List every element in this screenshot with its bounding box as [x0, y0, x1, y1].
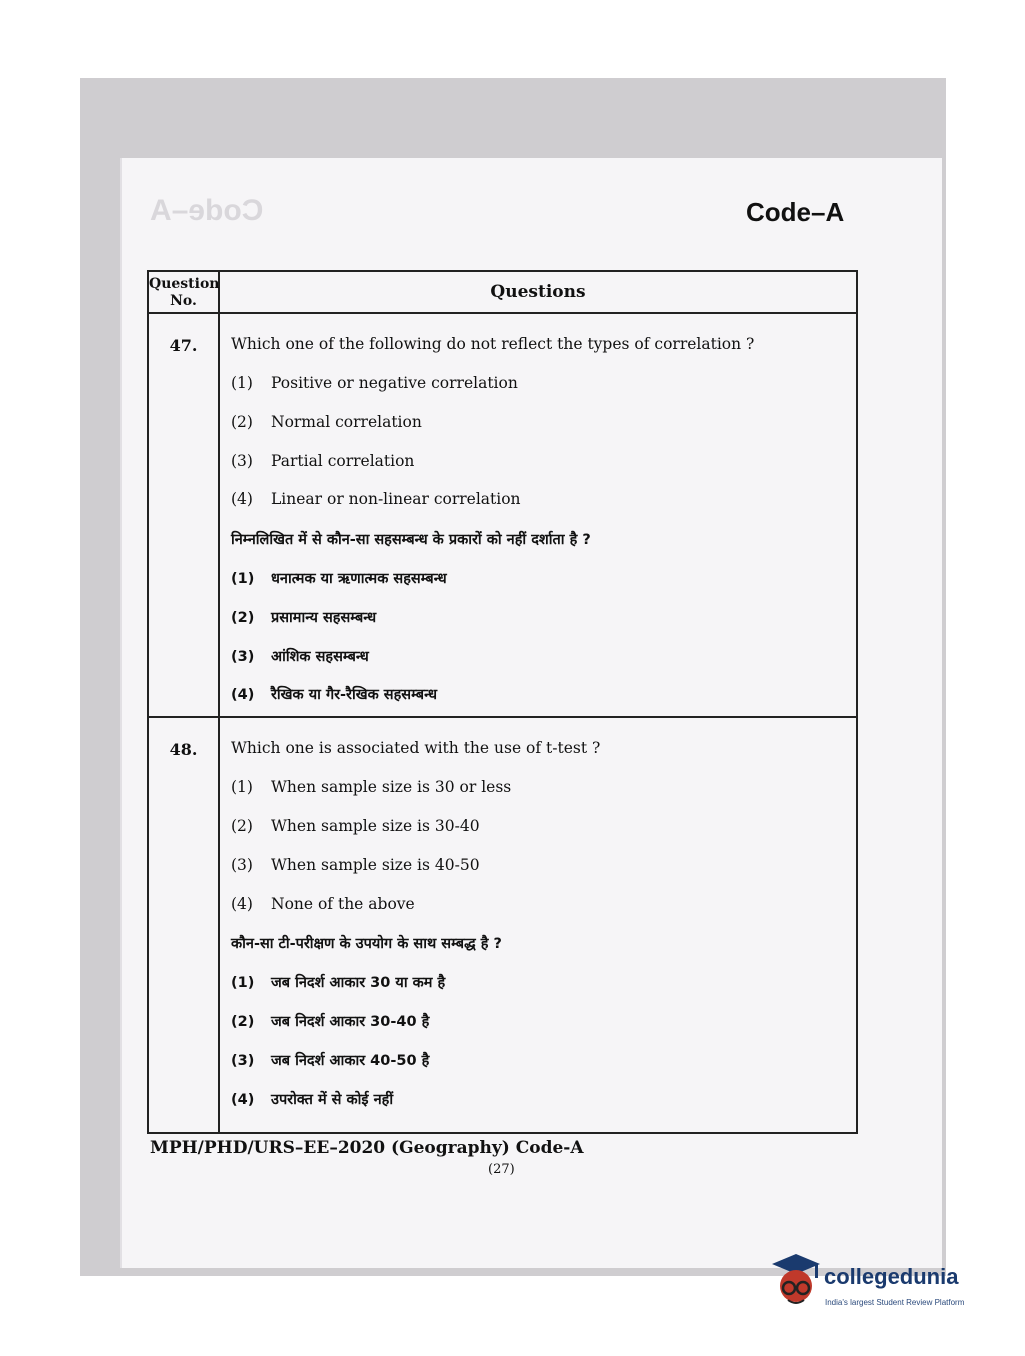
bleed-through-code: Code–A — [150, 194, 264, 227]
page-number: (27) — [488, 1162, 515, 1177]
question-text-en: Which one of the following do not reflect the types of correlation ? — [231, 335, 755, 353]
option-en — [231, 778, 511, 796]
option-text: धनात्मक या ऋणात्मक सहसम्बन्ध — [271, 571, 447, 587]
option-hi — [231, 646, 369, 666]
option-hi — [231, 684, 437, 704]
option-number: (1) — [231, 571, 255, 587]
option-text: जब निदर्श आकार 30 या कम है — [271, 975, 446, 991]
option-en — [231, 490, 521, 508]
option-text: Positive or negative correlation — [271, 374, 518, 392]
option-number: (1) — [231, 778, 253, 796]
option-number: (2) — [231, 413, 253, 431]
option-number: (1) — [231, 975, 255, 991]
column-divider — [218, 272, 220, 1132]
option-text: Normal correlation — [271, 413, 422, 431]
option-number: (4) — [231, 687, 255, 703]
option-hi — [231, 568, 447, 588]
option-number: (3) — [231, 1053, 255, 1069]
option-text: When sample size is 30 or less — [271, 778, 512, 796]
option-en — [231, 374, 518, 392]
option-en — [231, 413, 422, 431]
option-hi — [231, 1089, 393, 1109]
row-divider — [149, 716, 856, 718]
option-number: (3) — [231, 649, 255, 665]
graduate-mascot-icon — [766, 1250, 822, 1314]
option-text: When sample size is 40-50 — [271, 856, 480, 874]
collegedunia-logo[interactable] — [766, 1250, 996, 1320]
header-divider — [149, 312, 856, 314]
option-text: जब निदर्श आकार 40-50 है — [271, 1053, 430, 1069]
column-header-questions: Questions — [490, 282, 586, 302]
column-header-question-no: Question No. — [149, 276, 220, 309]
option-number: (2) — [231, 610, 255, 626]
option-en — [231, 895, 415, 913]
option-en — [231, 856, 480, 874]
option-number: (1) — [231, 374, 253, 392]
paper-code: Code–A — [746, 197, 845, 227]
option-number: (4) — [231, 895, 253, 913]
question-number: 47. — [169, 336, 198, 355]
logo-tagline: India's largest Student Review Platform — [825, 1298, 965, 1307]
option-text: आंशिक सहसम्बन्ध — [271, 649, 369, 665]
question-number: 48. — [169, 740, 198, 759]
question-table — [147, 270, 858, 1134]
option-number: (4) — [231, 490, 253, 508]
option-text: जब निदर्श आकार 30-40 है — [271, 1014, 430, 1030]
option-hi — [231, 607, 376, 627]
option-hi — [231, 1011, 429, 1031]
option-text: None of the above — [271, 895, 415, 913]
exam-footer: MPH/PHD/URS–EE–2020 (Geography) Code-A — [150, 1138, 584, 1158]
question-text-hi: निम्नलिखित में से कौन-सा सहसम्बन्ध के प्रकारों को नहीं दर्शाता है ? — [231, 532, 591, 548]
option-en — [231, 817, 480, 835]
option-en — [231, 452, 414, 470]
option-hi — [231, 972, 445, 992]
option-number: (2) — [231, 817, 253, 835]
option-hi — [231, 1050, 429, 1070]
question-text-en: Which one is associated with the use of t-test ? — [231, 739, 601, 757]
option-text: Linear or non-linear correlation — [271, 490, 521, 508]
option-text: When sample size is 30-40 — [271, 817, 480, 835]
option-number: (3) — [231, 452, 253, 470]
option-text: Partial correlation — [271, 452, 415, 470]
option-text: रैखिक या गैर-रैखिक सहसम्बन्ध — [271, 687, 438, 703]
logo-wordmark: collegedunia — [824, 1264, 959, 1289]
question-text-hi: कौन-सा टी-परीक्षण के उपयोग के साथ सम्बद्ध है ? — [231, 936, 502, 952]
option-text: प्रसामान्य सहसम्बन्ध — [271, 610, 377, 626]
option-number: (2) — [231, 1014, 255, 1030]
option-number: (3) — [231, 856, 253, 874]
option-number: (4) — [231, 1092, 255, 1108]
option-text: उपरोक्त में से कोई नहीं — [271, 1092, 394, 1108]
